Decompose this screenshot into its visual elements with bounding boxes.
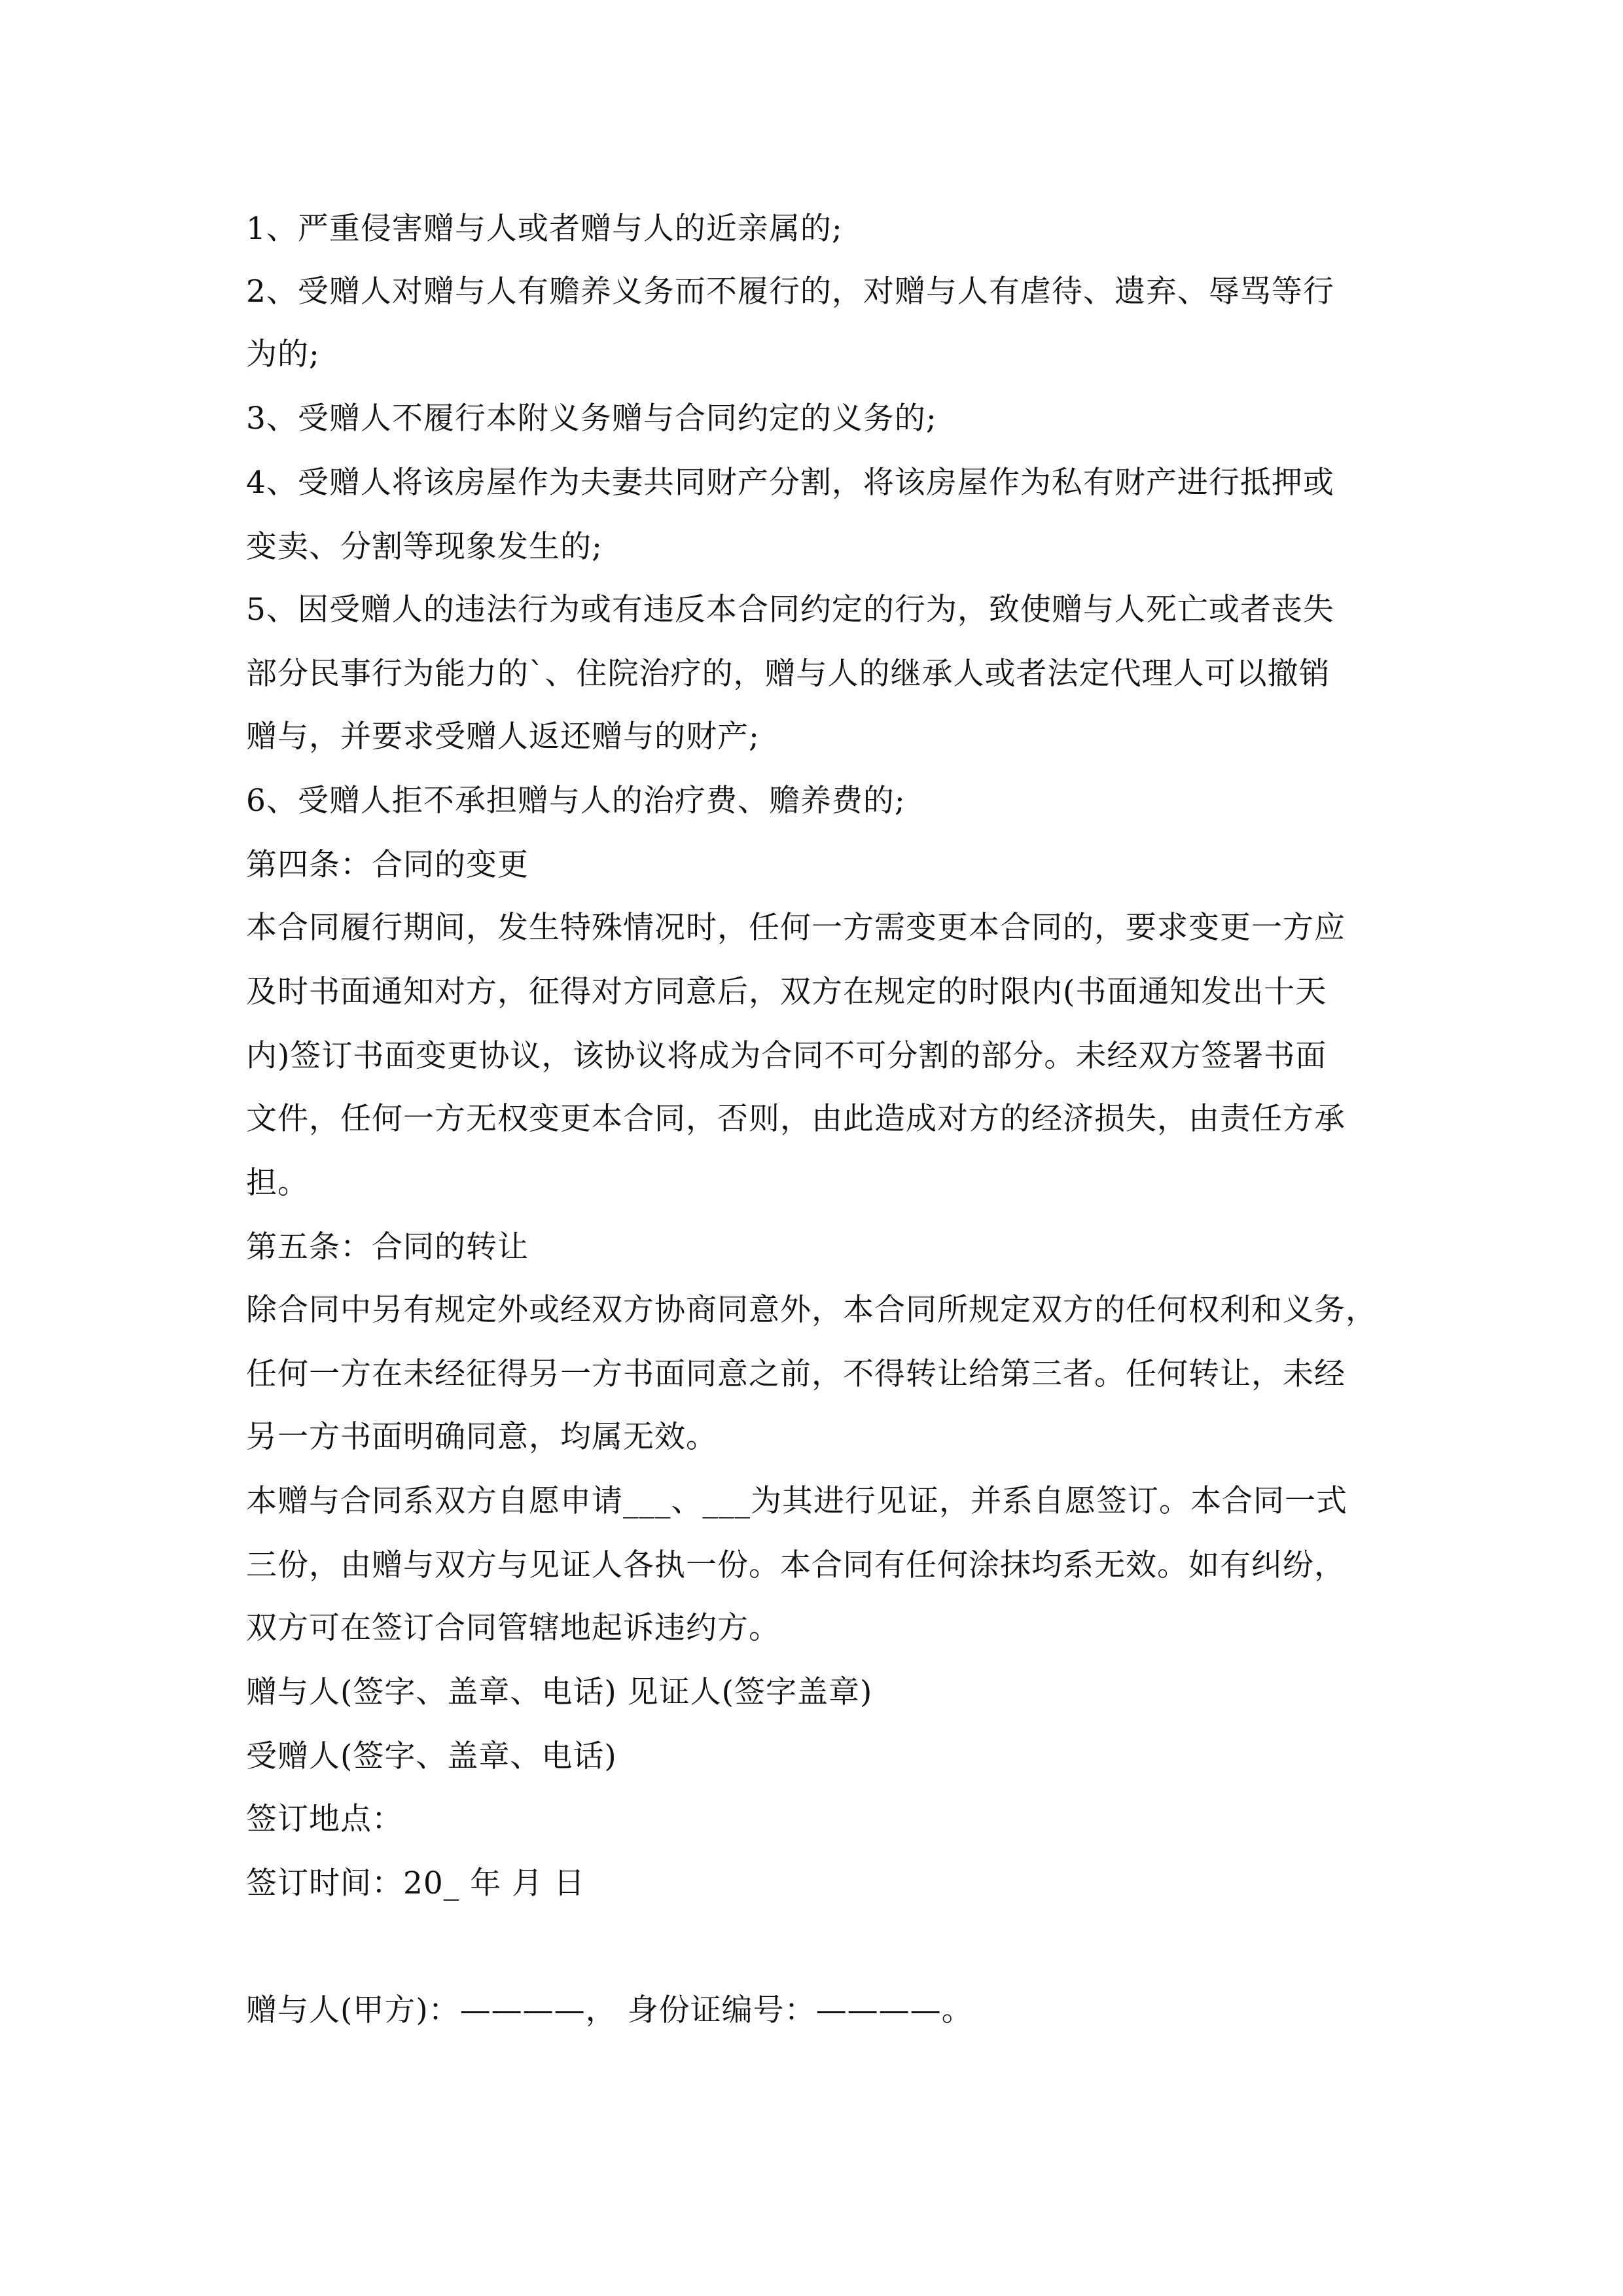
signing-place: 签订地点： [246,1801,403,1837]
paragraph-line: 双方可在签订合同管辖地起诉违约方。 [246,1610,780,1646]
paragraph-line: 担。 [246,1165,309,1201]
clause-item-4-cont: 变卖、分割等现象发生的; [246,529,603,565]
paragraph-line: 内)签订书面变更协议，该协议将成为合同不可分割的部分。未经双方签署书面 [246,1038,1327,1074]
paragraph-line: 本赠与合同系双方自愿申请___、___为其进行见证，并系自愿签订。本合同一式 [246,1483,1347,1519]
signature-line-donor-witness: 赠与人(签字、盖章、电话) 见证人(签字盖章) [246,1674,873,1710]
paragraph-line: 任何一方在未经征得另一方书面同意之前，不得转让给第三者。任何转让，未经 [246,1356,1346,1392]
paragraph-line: 另一方书面明确同意，均属无效。 [246,1419,717,1455]
paragraph-line: 文件，任何一方无权变更本合同，否则，由此造成对方的经济损失，由责任方承 [246,1101,1346,1137]
clause-item-1: 1、严重侵害赠与人或者赠与人的近亲属的; [246,211,843,247]
clause-item-4: 4、受赠人将该房屋作为夫妻共同财产分割，将该房屋作为私有财产进行抵押或 [246,465,1334,501]
clause-item-6: 6、受赠人拒不承担赠与人的治疗费、赡养费的; [246,783,906,819]
clause-item-5: 5、因受赠人的违法行为或有违反本合同约定的行为，致使赠与人死亡或者丧失 [246,592,1334,628]
clause-item-2-cont: 为的; [246,336,320,372]
clause-item-3: 3、受赠人不履行本附义务赠与合同约定的义务的; [246,401,937,437]
paragraph-line: 除合同中另有规定外或经双方协商同意外，本合同所规定双方的任何权利和义务， [246,1292,1377,1328]
clause-item-2: 2、受赠人对赠与人有赡养义务而不履行的，对赠与人有虐待、遗弃、辱骂等行 [246,274,1334,310]
section-heading-article-4: 第四条：合同的变更 [246,847,529,883]
donor-id-line: 赠与人(甲方)：————， 身份证编号：————。 [246,1992,973,2028]
clause-item-5-cont: 部分民事行为能力的`、住院治疗的，赠与人的继承人或者法定代理人可以撤销 [246,656,1330,692]
paragraph-line: 本合同履行期间，发生特殊情况时，任何一方需变更本合同的，要求变更一方应 [246,910,1346,946]
paragraph-line: 及时书面通知对方，征得对方同意后，双方在规定的时限内(书面通知发出十天 [246,974,1327,1010]
paragraph-line: 三份，由赠与双方与见证人各执一份。本合同有任何涂抹均系无效。如有纠纷， [246,1547,1346,1583]
signature-line-donee: 受赠人(签字、盖章、电话) [246,1738,617,1774]
clause-item-5-cont: 赠与，并要求受赠人返还赠与的财产; [246,719,760,755]
signing-date: 签订时间：20_ 年 月 日 [246,1865,586,1901]
section-heading-article-5: 第五条：合同的转让 [246,1229,529,1265]
